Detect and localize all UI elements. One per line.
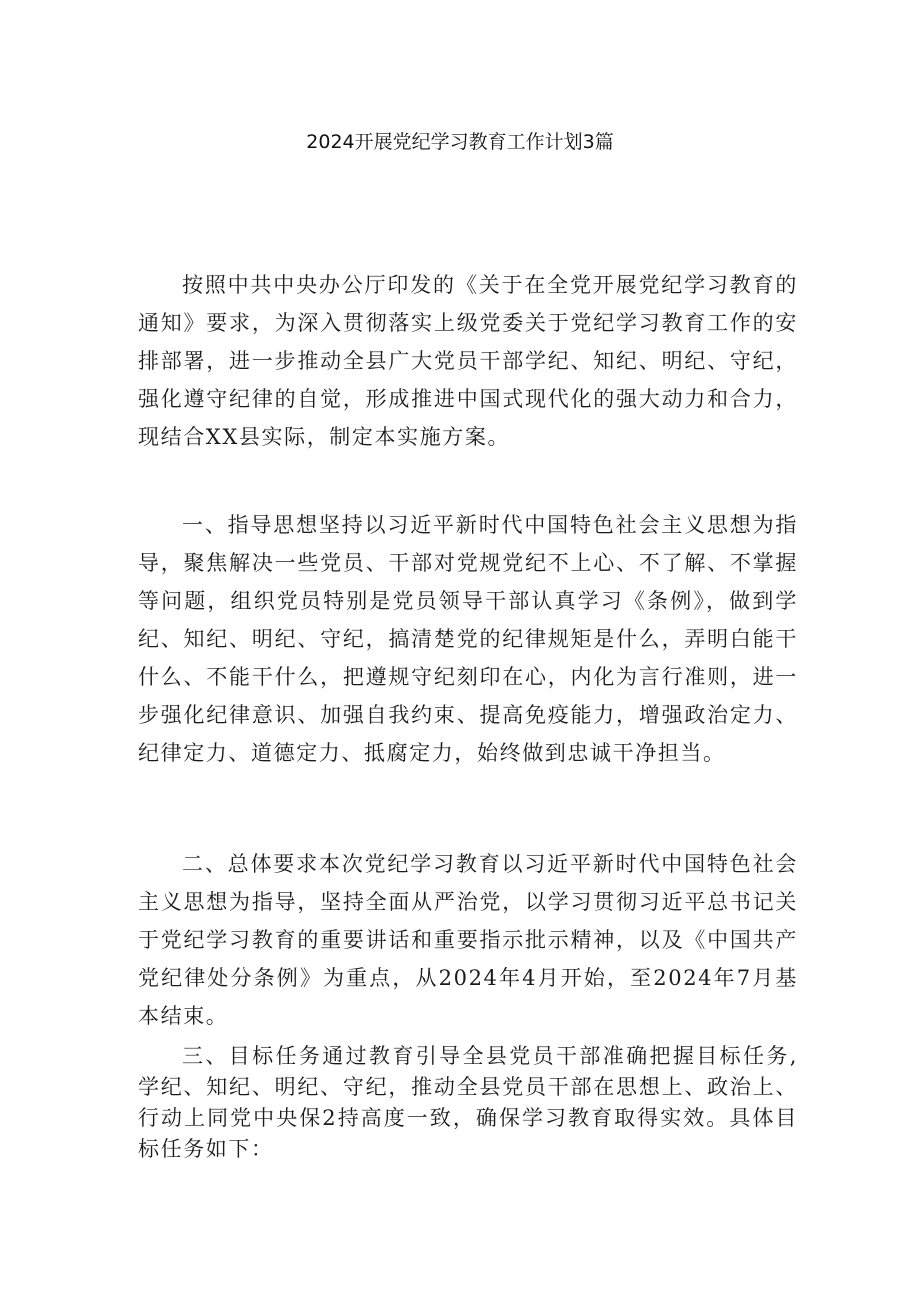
paragraph-general-requirements: 二、总体要求本次党纪学习教育以习近平新时代中国特色社会主义思想为指导，坚持全面从严治党，以学习贯彻习近平总书记关于党纪学习教育的重要讲话和重要指示批示精神，以及《中国共产党纪律处分条例》为重点，从2024年4月开始，至2024年7月基本结束。 (138, 852, 798, 1028)
paragraph-guiding-ideology: 一、指导思想坚持以习近平新时代中国特色社会主义思想为指导，聚焦解决一些党员、干部对党规党纪不上心、不了解、不掌握等问题，组织党员特别是党员领导干部认真学习《条例》，做到学纪、知纪、明纪、守纪，搞清楚党的纪律规矩是什么，弄明白能干什么、不能干什么，把遵规守纪刻印在心，内化为言行准则，进一步强化纪律意识、加强自我约束、提高免疫能力，增强政治定力、纪律定力、道德定力、抵腐定力，始终做到忠诚干净担当。 (138, 513, 798, 765)
paragraph-objectives: 三、目标任务通过教育引导全县党员干部准确把握目标任务,学纪、知纪、明纪、守纪，推动全县党员干部在思想上、政治上、行动上同党中央保2持高度一致，确保学习教育取得实效。具体目标任务如下： (138, 1044, 798, 1161)
document-title: 2024开展党纪学习教育工作计划3篇 (306, 131, 614, 153)
paragraph-intro: 按照中共中央办公厅印发的《关于在全党开展党纪学习教育的通知》要求，为深入贯彻落实上级党委关于党纪学习教育工作的安排部署，进一步推动全县广大党员干部学纪、知纪、明纪、守纪，强化遵守纪律的自觉，形成推进中国式现代化的强大动力和合力，现结合XX县实际，制定本实施方案。 (138, 273, 798, 449)
